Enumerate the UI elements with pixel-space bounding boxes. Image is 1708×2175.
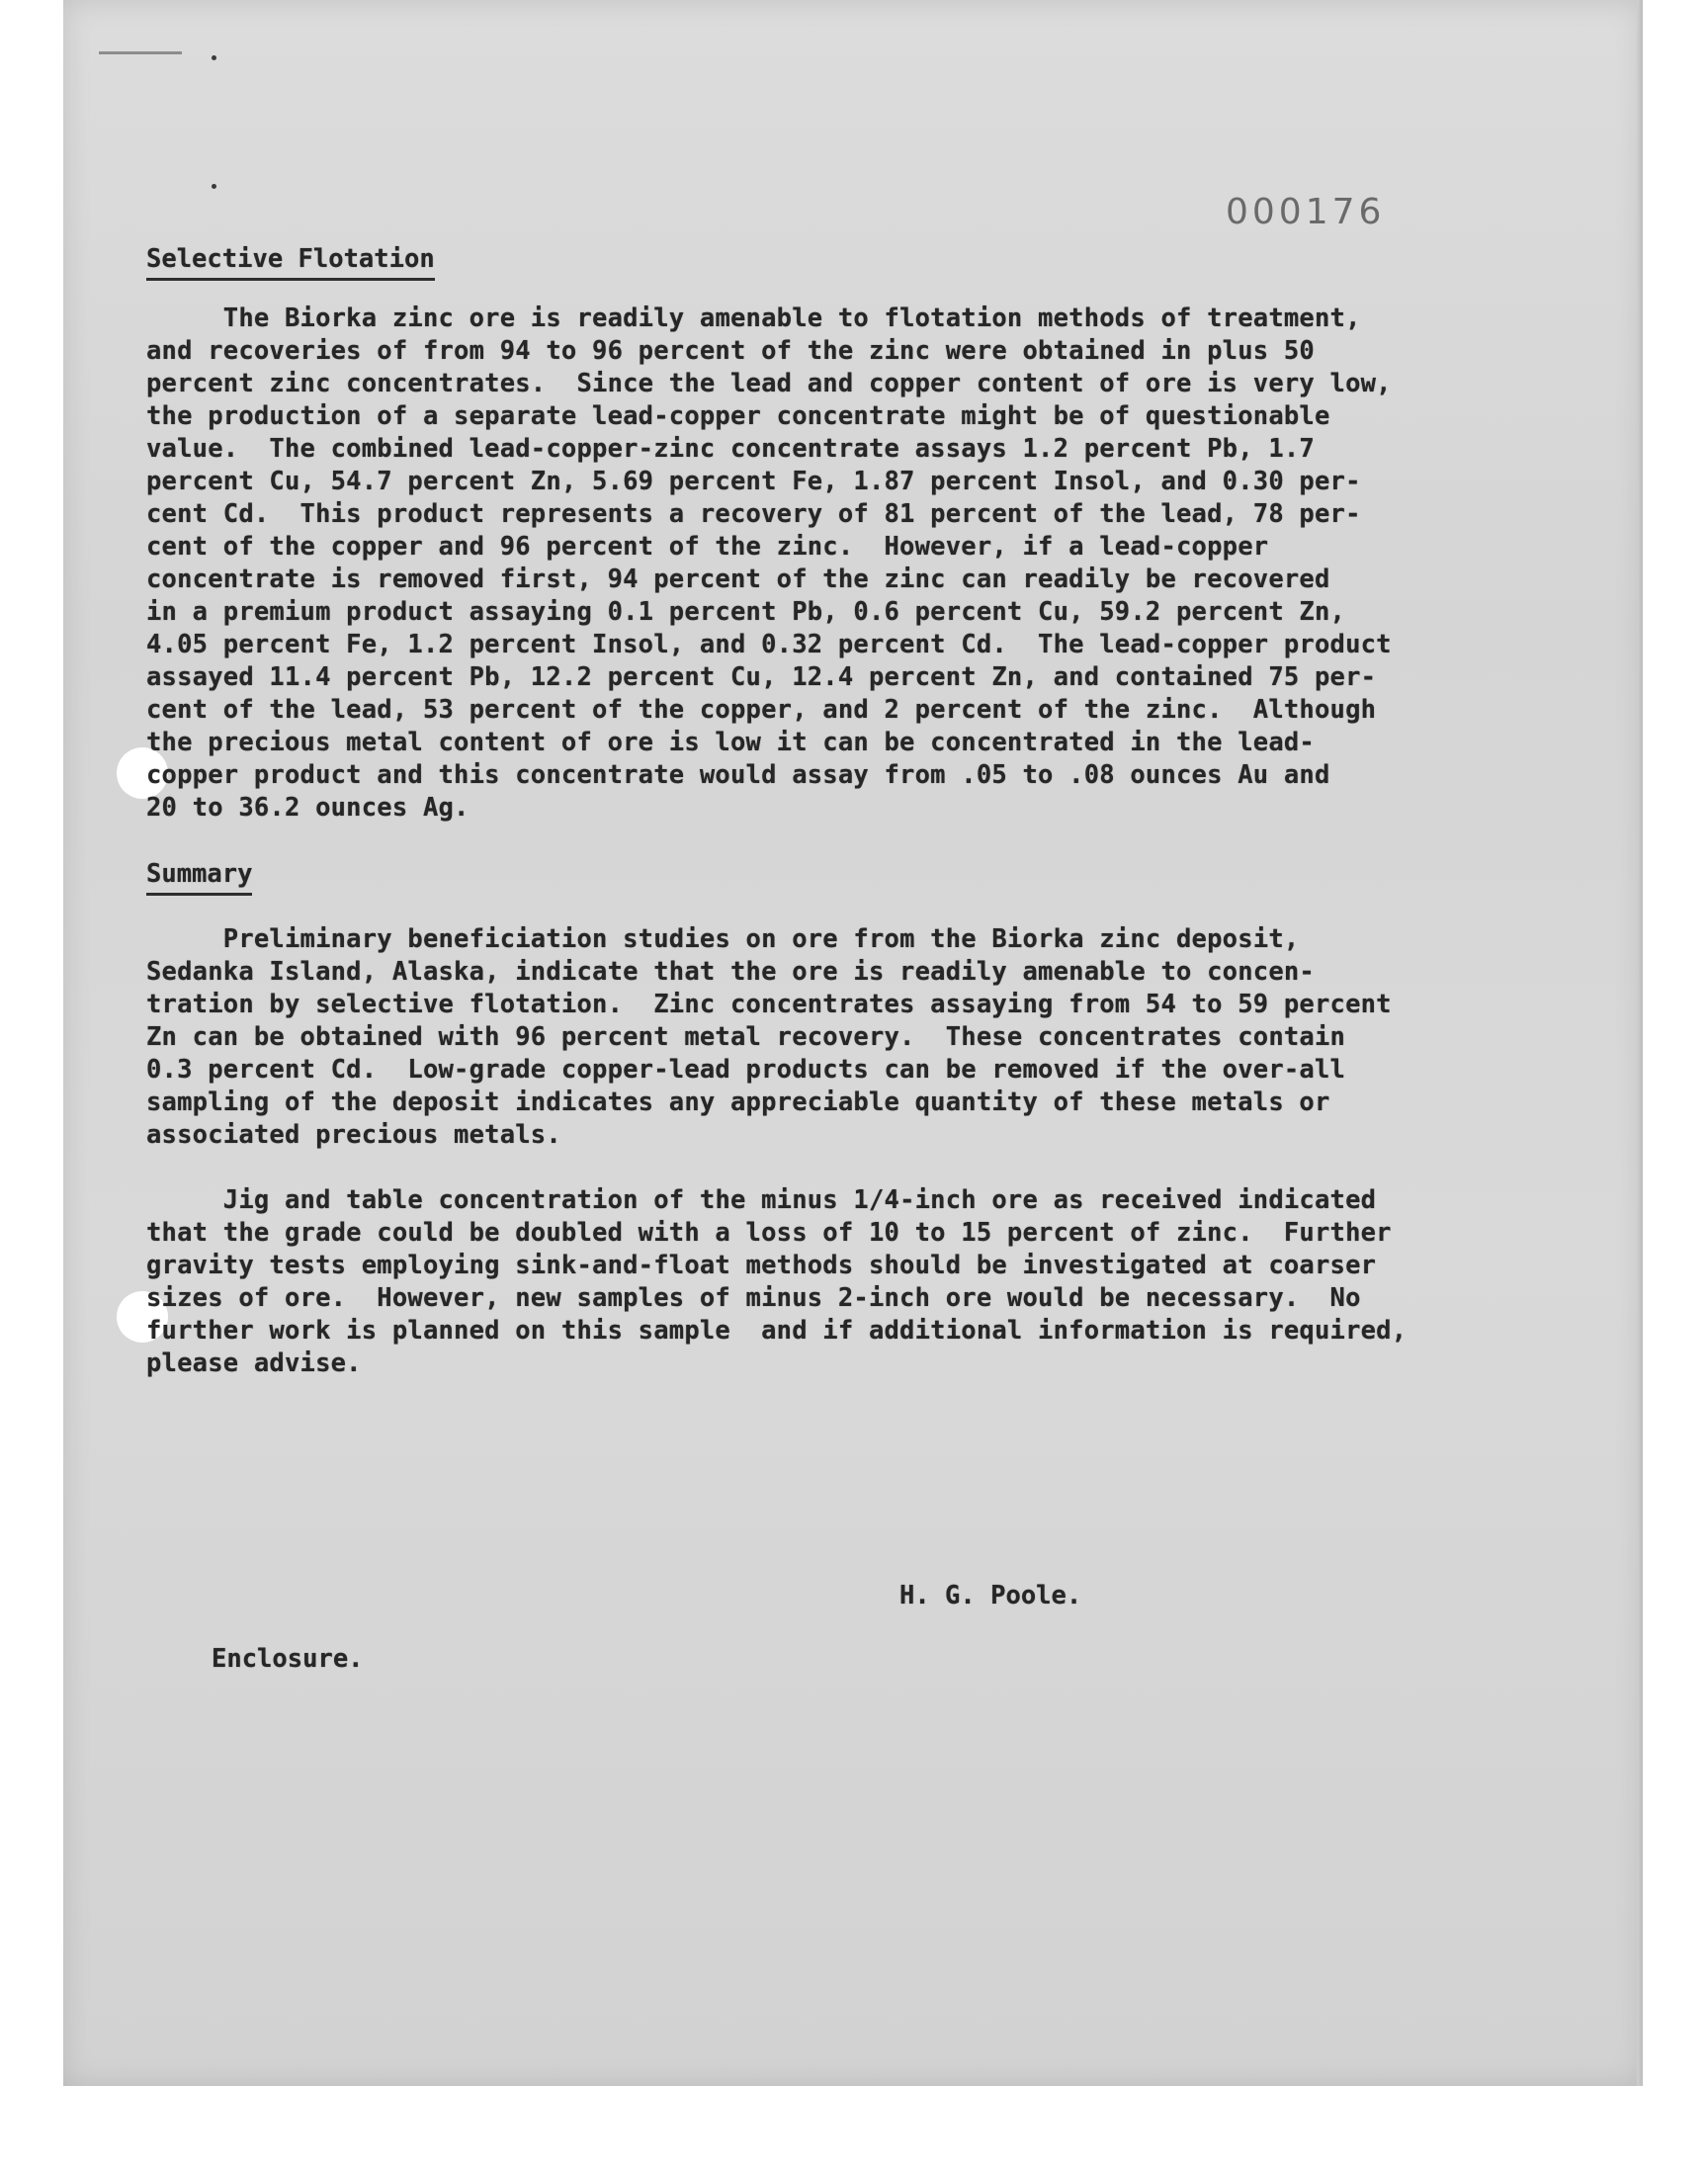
paragraph-summary-2: Jig and table concentration of the minus 1/4-inch ore as received indicated that the grade could be doubled with a loss of 10 to 15 percent of zinc. Further gravity tests employing sink-and-float methods should be investigated at coarser sizes of ore. However, new samples of minus 2-inch ore would be necessary. No further work is planned on this sample and if additional information is required, please advise.	[146, 1185, 1408, 1378]
paragraph-selective-flotation: The Biorka zinc ore is readily amenable to flotation methods of treatment, and recoveries of from 94 to 96 percent of the zinc were obtained in plus 50 percent zinc concentrates. Since the lead and copper content of ore is very low, the production of a separate lead-copper concentrate might be of questionable value. The combined lead-copper-zinc concentrate assays 1.2 percent Pb, 1.7 percent Cu, 54.7 percent Zn, 5.69 percent Fe, 1.87 percent Insol, and 0.30 per- cent Cd. This product represents a recovery of 81 percent of the lead, 78 per- cent of the copper and 96 percent of the zinc. However, if a lead-copper concentrate is removed first, 94 percent of the zinc can readily be recovered in a premium product assaying 0.1 percent Pb, 0.6 percent Cu, 59.2 percent Zn, 4.05 percent Fe, 1.2 percent Insol, and 0.32 percent Cd. The lead-copper product assayed 11.4 percent Pb, 12.2 percent Cu, 12.4 percent Zn, and contained 75 per- cent of the lead, 53 percent of the copper, and 2 percent of the zinc. Although the precious metal content of ore is low it can be concentrated in the lead- copper product and this concentrate would assay from .05 to .08 ounces Au and 20 to 36.2 ounces Ag.	[146, 304, 1392, 823]
stray-dot	[212, 55, 216, 60]
stray-mark	[99, 51, 182, 54]
enclosure-note: Enclosure.	[212, 1644, 364, 1674]
stray-dot	[212, 184, 216, 189]
section-heading-selective-flotation: Selective Flotation	[146, 243, 435, 281]
page-edge	[1637, 0, 1643, 2086]
document-number: 000176	[1226, 192, 1386, 232]
paragraph-summary-1: Preliminary beneficiation studies on ore from the Biorka zinc deposit, Sedanka Island, Alaska, indicate that the ore is readily amenable to concen- tration by selective flotation. Zinc concentrates assaying from 54 to 59 percent Zn can be obtained with 96 percent metal recovery. These concentrates contain 0.3 percent Cd. Low-grade copper-lead products can be removed if the over-all sampling of the deposit indicates any appreciable quantity of these metals or associated precious metals.	[146, 924, 1392, 1150]
signature: H. G. Poole.	[899, 1581, 1082, 1610]
section-heading-summary: Summary	[146, 858, 252, 896]
